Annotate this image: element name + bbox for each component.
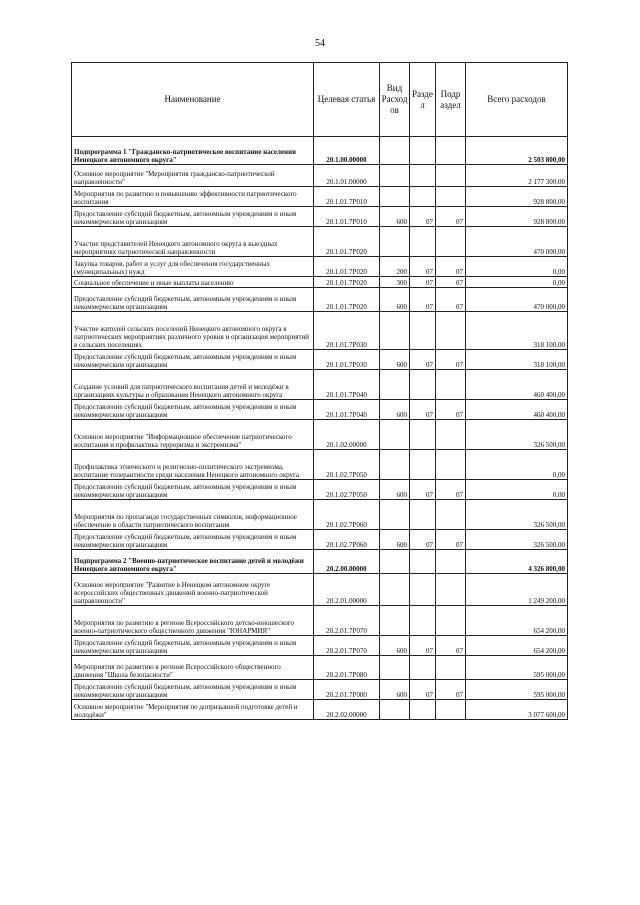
cell-total: 2 177 300,00	[466, 165, 568, 187]
cell-name: Основное мероприятие "Информационное обеспечение патриотического воспитания и профилактика терроризма и экстремизма"	[72, 420, 314, 450]
cell-expense-type	[380, 450, 410, 480]
cell-article: 20.1.01.7Р020	[314, 277, 380, 288]
cell-subsection	[436, 370, 466, 400]
cell-article: 20.1.02.00000	[314, 420, 380, 450]
cell-section	[410, 606, 436, 636]
cell-name: Мероприятия по развитию в регионе Всероссийского детско-юношеского военно-патриотического общественного движения "ЮНАРМИЯ"	[72, 606, 314, 636]
table-row	[72, 500, 568, 530]
cell-name: Мероприятия по развитию в регионе Всероссийского общественного движения "Школа безопасности"	[72, 656, 314, 680]
page-number: 54	[315, 38, 325, 49]
cell-subsection: 07	[436, 288, 466, 312]
cell-article: 20.1.01.00000	[314, 165, 380, 187]
table-row	[72, 420, 568, 450]
cell-subsection: 07	[436, 400, 466, 420]
cell-section: 07	[410, 530, 436, 550]
cell-subsection: 07	[436, 257, 466, 277]
cell-expense-type: 600	[380, 350, 410, 370]
table-row	[72, 400, 568, 420]
cell-article: 20.1.01.7Р020	[314, 288, 380, 312]
table-row	[72, 550, 568, 574]
cell-section	[410, 700, 436, 720]
table-row	[72, 450, 568, 480]
cell-article: 20.1.01.7Р030	[314, 312, 380, 350]
cell-expense-type: 300	[380, 277, 410, 288]
column-header-subsection: Подр аздел	[436, 63, 466, 137]
cell-expense-type	[380, 550, 410, 574]
cell-subsection: 07	[436, 680, 466, 700]
cell-total: 1 249 200,00	[466, 574, 568, 606]
cell-name: Предоставление субсидий бюджетным, автономным учреждениям и иным некоммерческим организациям	[72, 530, 314, 550]
table-row	[72, 350, 568, 370]
cell-article: 20.1.01.7Р020	[314, 227, 380, 257]
cell-article: 20.1.01.7Р040	[314, 400, 380, 420]
table-row	[72, 257, 568, 277]
cell-total: 326 500,00	[466, 530, 568, 550]
cell-total: 0,00	[466, 450, 568, 480]
cell-subsection: 07	[436, 530, 466, 550]
cell-expense-type: 600	[380, 288, 410, 312]
cell-total: 928 800,00	[466, 207, 568, 227]
cell-expense-type	[380, 700, 410, 720]
cell-article: 20.1.01.7Р040	[314, 370, 380, 400]
cell-total: 4 326 800,00	[466, 550, 568, 574]
table-row	[72, 700, 568, 720]
budget-table	[71, 62, 568, 720]
cell-article: 20.1.01.7Р020	[314, 257, 380, 277]
cell-section: 07	[410, 400, 436, 420]
cell-article: 20.1.02.7Р050	[314, 480, 380, 500]
cell-name: Мероприятия по развитию и повышению эффективности патриотического воспитания	[72, 187, 314, 207]
cell-total: 318 100,00	[466, 350, 568, 370]
cell-total: 470 000,00	[466, 288, 568, 312]
cell-section: 07	[410, 636, 436, 656]
table-row	[72, 480, 568, 500]
cell-section: 07	[410, 257, 436, 277]
cell-name: Закупка товаров, работ и услуг для обеспечения государственных (муниципальных) нужд	[72, 257, 314, 277]
cell-article: 20.2.01.7Р080	[314, 680, 380, 700]
cell-expense-type	[380, 227, 410, 257]
cell-subsection: 07	[436, 277, 466, 288]
cell-section: 07	[410, 680, 436, 700]
cell-expense-type	[380, 420, 410, 450]
table-header-row	[72, 63, 568, 137]
cell-section: 07	[410, 277, 436, 288]
table-row	[72, 606, 568, 636]
cell-total: 460 400,00	[466, 370, 568, 400]
cell-section: 07	[410, 350, 436, 370]
cell-expense-type	[380, 370, 410, 400]
column-header-name: Наименование	[72, 63, 314, 137]
cell-section	[410, 370, 436, 400]
cell-total: 318 100,00	[466, 312, 568, 350]
cell-subsection: 07	[436, 350, 466, 370]
cell-subsection	[436, 606, 466, 636]
cell-name: Мероприятия по пропаганде государственных символов, информационное обеспечение в области патриотического воспитания	[72, 500, 314, 530]
cell-total: 654 200,00	[466, 606, 568, 636]
column-header-article: Целевая статья	[314, 63, 380, 137]
table-row	[72, 227, 568, 257]
cell-total: 595 000,00	[466, 680, 568, 700]
cell-name: Подпрограмма 1 "Гражданско-патриотическое воспитание населения Ненецкого автономного округа"	[72, 137, 314, 165]
cell-name: Подпрограмма 2 "Военно-патриотическое воспитание детей и молодёжи Ненецкого автономного округа"	[72, 550, 314, 574]
cell-name: Участие представителей Ненецкого автономного округа в выездных мероприятиях патриотической направленности	[72, 227, 314, 257]
cell-name: Предоставление субсидий бюджетным, автономным учреждениям и иным некоммерческим организациям	[72, 480, 314, 500]
cell-article: 20.2.01.7Р070	[314, 606, 380, 636]
cell-section	[410, 165, 436, 187]
cell-subsection	[436, 550, 466, 574]
table-row	[72, 636, 568, 656]
cell-subsection	[436, 656, 466, 680]
cell-subsection	[436, 165, 466, 187]
cell-total: 326 500,00	[466, 420, 568, 450]
cell-article: 20.2.01.7Р080	[314, 656, 380, 680]
cell-article: 20.1.00.00000	[314, 137, 380, 165]
cell-article: 20.1.02.7Р060	[314, 500, 380, 530]
cell-total: 3 077 600,00	[466, 700, 568, 720]
cell-section: 07	[410, 207, 436, 227]
table-row	[72, 165, 568, 187]
cell-name: Основное мероприятие "Мероприятия по допризывной подготовке детей и молодёжи"	[72, 700, 314, 720]
cell-section	[410, 450, 436, 480]
cell-article: 20.1.01.7Р010	[314, 207, 380, 227]
cell-expense-type	[380, 606, 410, 636]
table-row	[72, 312, 568, 350]
cell-section: 07	[410, 480, 436, 500]
cell-total: 928 800,00	[466, 187, 568, 207]
cell-total: 0,00	[466, 257, 568, 277]
cell-total: 326 500,00	[466, 500, 568, 530]
cell-name: Предоставление субсидий бюджетным, автономным учреждениям и иным некоммерческим организациям	[72, 400, 314, 420]
cell-subsection	[436, 420, 466, 450]
cell-name: Предоставление субсидий бюджетным, автономным учреждениям и иным некоммерческим организациям	[72, 636, 314, 656]
cell-expense-type: 600	[380, 480, 410, 500]
cell-expense-type	[380, 312, 410, 350]
cell-name: Предоставление субсидий бюджетным, автономным учреждениям и иным некоммерческим организациям	[72, 350, 314, 370]
cell-subsection	[436, 227, 466, 257]
cell-subsection	[436, 187, 466, 207]
cell-expense-type	[380, 574, 410, 606]
cell-section	[410, 574, 436, 606]
cell-section	[410, 420, 436, 450]
cell-section	[410, 312, 436, 350]
cell-article: 20.1.02.7Р060	[314, 530, 380, 550]
cell-name: Предоставление субсидий бюджетным, автономным учреждениям и иным некоммерческим организациям	[72, 288, 314, 312]
cell-article: 20.2.01.7Р070	[314, 636, 380, 656]
cell-total: 2 503 800,00	[466, 137, 568, 165]
cell-subsection	[436, 574, 466, 606]
cell-total: 460 400,00	[466, 400, 568, 420]
cell-expense-type: 600	[380, 530, 410, 550]
cell-subsection: 07	[436, 480, 466, 500]
cell-section	[410, 227, 436, 257]
cell-name: Социальное обеспечение и иные выплаты населению	[72, 277, 314, 288]
cell-subsection	[436, 500, 466, 530]
cell-article: 20.1.01.7Р010	[314, 187, 380, 207]
cell-expense-type	[380, 137, 410, 165]
cell-article: 20.1.02.7Р050	[314, 450, 380, 480]
cell-expense-type: 200	[380, 257, 410, 277]
cell-name: Основное мероприятие "Мероприятия гражданско-патриотической направленности"	[72, 165, 314, 187]
cell-expense-type	[380, 500, 410, 530]
cell-expense-type: 600	[380, 207, 410, 227]
cell-subsection	[436, 700, 466, 720]
table-row	[72, 187, 568, 207]
cell-name: Участие жителей сельских поселений Ненецкого автономного округа в патриотических мероприятиях различного уровня и организация мероприятий в сельских поселениях	[72, 312, 314, 350]
table-body	[72, 137, 568, 720]
cell-article: 20.2.01.00000	[314, 574, 380, 606]
cell-section	[410, 187, 436, 207]
cell-expense-type	[380, 165, 410, 187]
cell-subsection: 07	[436, 636, 466, 656]
cell-total: 654 200,00	[466, 636, 568, 656]
table-row	[72, 137, 568, 165]
table-row	[72, 656, 568, 680]
table-row	[72, 530, 568, 550]
table-row	[72, 207, 568, 227]
cell-expense-type: 600	[380, 400, 410, 420]
cell-article: 20.2.02.00000	[314, 700, 380, 720]
cell-expense-type: 600	[380, 680, 410, 700]
cell-total: 0,00	[466, 480, 568, 500]
table-row	[72, 288, 568, 312]
cell-total: 470 000,00	[466, 227, 568, 257]
cell-section	[410, 137, 436, 165]
cell-article: 20.1.01.7Р030	[314, 350, 380, 370]
column-header-total: Всего расходов	[466, 63, 568, 137]
cell-name: Создание условий для патриотического воспитания детей и молодёжи в организациях культуры и образования Ненецкого автономного округа	[72, 370, 314, 400]
cell-section	[410, 550, 436, 574]
cell-subsection: 07	[436, 207, 466, 227]
cell-subsection	[436, 312, 466, 350]
cell-section	[410, 656, 436, 680]
table-row	[72, 680, 568, 700]
cell-total: 0,00	[466, 277, 568, 288]
cell-article: 20.2.00.00000	[314, 550, 380, 574]
cell-total: 595 000,00	[466, 656, 568, 680]
table-row	[72, 370, 568, 400]
table-row	[72, 574, 568, 606]
cell-expense-type: 600	[380, 636, 410, 656]
cell-expense-type	[380, 656, 410, 680]
cell-expense-type	[380, 187, 410, 207]
cell-name: Основное мероприятие "Развитие в Ненецком автономном округе всероссийских общественных движений военно-патриотической направленности"	[72, 574, 314, 606]
cell-section	[410, 500, 436, 530]
cell-name: Предоставление субсидий бюджетным, автономным учреждениям и иным некоммерческим организациям	[72, 680, 314, 700]
table-row	[72, 277, 568, 288]
cell-name: Профилактика этнического и религиозно-политического экстремизма, воспитание толерантности среди населения Ненецкого автономного округа	[72, 450, 314, 480]
cell-section: 07	[410, 288, 436, 312]
cell-subsection	[436, 137, 466, 165]
column-header-expense-type: Вид Расход ов	[380, 63, 410, 137]
column-header-section: Разде л	[410, 63, 436, 137]
cell-subsection	[436, 450, 466, 480]
cell-name: Предоставление субсидий бюджетным, автономным учреждениям и иным некоммерческим организациям	[72, 207, 314, 227]
